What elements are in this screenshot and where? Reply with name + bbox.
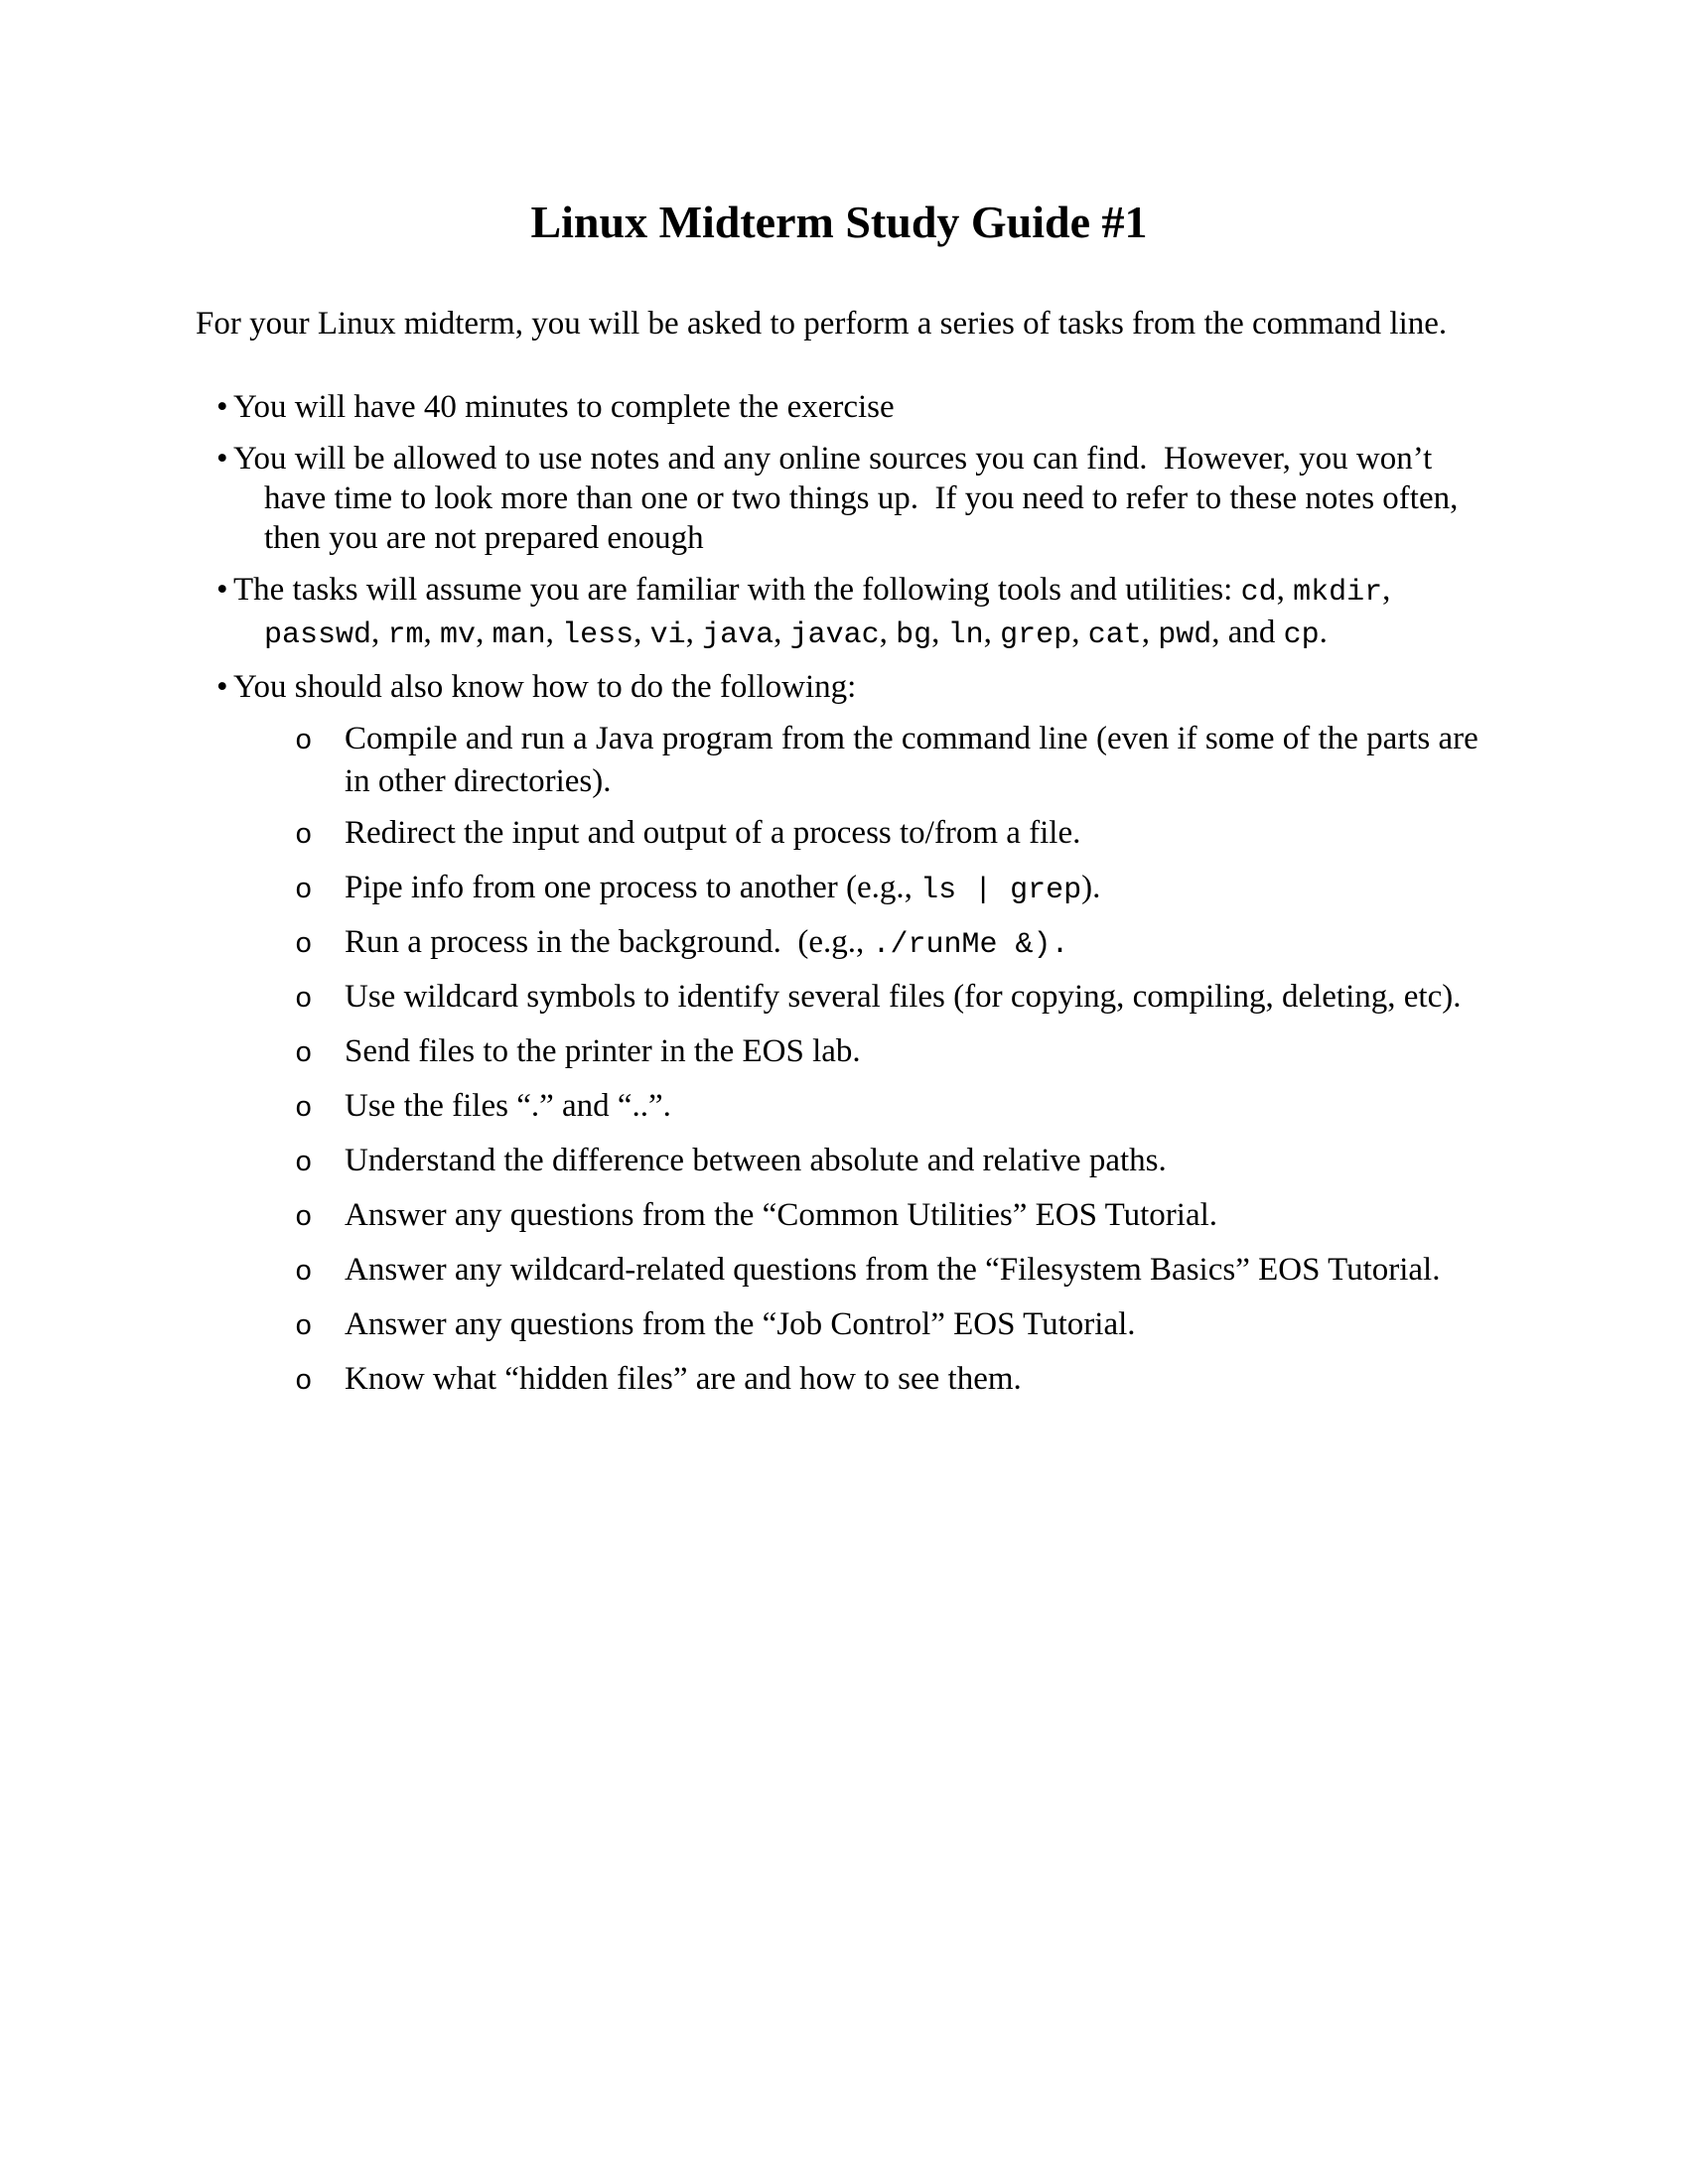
- code-run: mkdir: [1293, 576, 1383, 610]
- list-item: [196, 1195, 1482, 1238]
- code-run: cat: [1087, 618, 1142, 652]
- list-item: [196, 1304, 1482, 1347]
- text-run: ,: [983, 614, 1001, 650]
- text-run: ,: [1141, 614, 1159, 650]
- text-run: Use wildcard symbols to identify several files (for copying, compiling, deleting, etc).: [345, 979, 1462, 1015]
- circle-bullet-icon: o: [295, 1310, 313, 1343]
- text-run: ,: [1382, 572, 1399, 608]
- text-run: Redirect the input and output of a process to/from a file.: [345, 815, 1081, 851]
- text-run: .: [1319, 614, 1328, 650]
- bullet-list: [196, 387, 1482, 707]
- list-item: [196, 387, 1482, 427]
- code-run: pwd: [1158, 618, 1212, 652]
- bullet-icon: •: [216, 669, 228, 705]
- page-title: Linux Midterm Study Guide #1: [530, 197, 1148, 247]
- code-run: ls | grep: [920, 874, 1082, 907]
- text-run: Use the files “.” and “..”.: [345, 1088, 671, 1124]
- text-run: ,: [774, 614, 790, 650]
- text-run: Send files to the printer in the EOS lab.: [345, 1033, 861, 1069]
- list-item: [196, 719, 1487, 801]
- circle-bullet-icon: o: [295, 1092, 313, 1125]
- bullet-icon: •: [216, 441, 228, 477]
- text-run: ,: [633, 614, 650, 650]
- text-run: ,: [1276, 572, 1294, 608]
- sub-bullet-list: [196, 719, 1487, 1402]
- text-run: Understand the difference between absolute and relative paths.: [345, 1143, 1167, 1178]
- text-run: ,: [423, 614, 441, 650]
- text-run: You will be allowed to use notes and any online sources you can find. However, you won’t have time to look more than one or two things up. If you need to refer to these notes often, then you are not prepared enough: [233, 441, 1467, 556]
- list-item: [196, 1250, 1482, 1293]
- text-run: Know what “hidden files” are and how to see them.: [345, 1361, 1022, 1397]
- list-item: [196, 813, 1482, 856]
- text-run: You will have 40 minutes to complete the exercise: [233, 389, 895, 425]
- text-run: Pipe info from one process to another (e.g.,: [345, 870, 921, 905]
- list-item: [196, 922, 1482, 965]
- code-run: less: [562, 618, 634, 652]
- circle-bullet-icon: o: [295, 1365, 313, 1398]
- code-run: cp: [1283, 618, 1320, 652]
- code-run: javac: [789, 618, 880, 652]
- text-run: Compile and run a Java program from the command line (even if some of the parts are in other directories).: [345, 721, 1487, 799]
- text-run: Answer any wildcard-related questions from the “Filesystem Basics” EOS Tutorial.: [345, 1252, 1441, 1288]
- text-run: Run a process in the background. (e.g.,: [345, 924, 873, 960]
- circle-bullet-icon: o: [295, 1201, 313, 1234]
- code-run: man: [492, 618, 546, 652]
- text-run: ,: [371, 614, 388, 650]
- text-run: ,: [476, 614, 492, 650]
- code-run: passwd: [264, 618, 372, 652]
- text-run: Answer any questions from the “Job Control” EOS Tutorial.: [345, 1306, 1136, 1342]
- code-run: vi: [649, 618, 686, 652]
- text-run: , and: [1211, 614, 1284, 650]
- text-run: You should also know how to do the following:: [233, 669, 857, 705]
- bullet-icon: •: [216, 572, 228, 608]
- circle-bullet-icon: o: [295, 725, 313, 757]
- code-run: java: [702, 618, 774, 652]
- code-run: bg: [896, 618, 932, 652]
- text-run: Answer any questions from the “Common Utilities” EOS Tutorial.: [345, 1197, 1218, 1233]
- circle-bullet-icon: o: [295, 1147, 313, 1179]
- text-run: ,: [1071, 614, 1088, 650]
- circle-bullet-icon: o: [295, 1256, 313, 1289]
- circle-bullet-icon: o: [295, 819, 313, 852]
- text-run: ,: [879, 614, 897, 650]
- list-item: [196, 570, 1482, 655]
- text-run: ,: [931, 614, 948, 650]
- intro-paragraph: For your Linux midterm, you will be asked to perform a series of tasks from the command line.: [196, 306, 1448, 341]
- bullet-icon: •: [216, 389, 228, 425]
- code-run: ./runMe &).: [872, 928, 1069, 962]
- list-item: [196, 1031, 1482, 1074]
- circle-bullet-icon: o: [295, 874, 313, 906]
- code-run: cd: [1240, 576, 1277, 610]
- list-item: [196, 1359, 1482, 1402]
- list-item: [196, 868, 1482, 910]
- circle-bullet-icon: o: [295, 928, 313, 961]
- code-run: ln: [947, 618, 984, 652]
- text-run: ).: [1081, 870, 1101, 905]
- code-run: grep: [1000, 618, 1072, 652]
- document-content: [196, 195, 1487, 1414]
- circle-bullet-icon: o: [295, 1037, 313, 1070]
- code-run: rm: [387, 618, 424, 652]
- code-run: mv: [440, 618, 477, 652]
- list-item: [196, 977, 1482, 1020]
- text-run: ,: [545, 614, 563, 650]
- list-item: [196, 667, 1482, 707]
- text-run: The tasks will assume you are familiar with the following tools and utilities:: [233, 572, 1241, 608]
- circle-bullet-icon: o: [295, 983, 313, 1016]
- text-run: ,: [685, 614, 703, 650]
- list-item: [196, 1141, 1482, 1183]
- list-item: [196, 439, 1482, 558]
- list-item: [196, 1086, 1482, 1129]
